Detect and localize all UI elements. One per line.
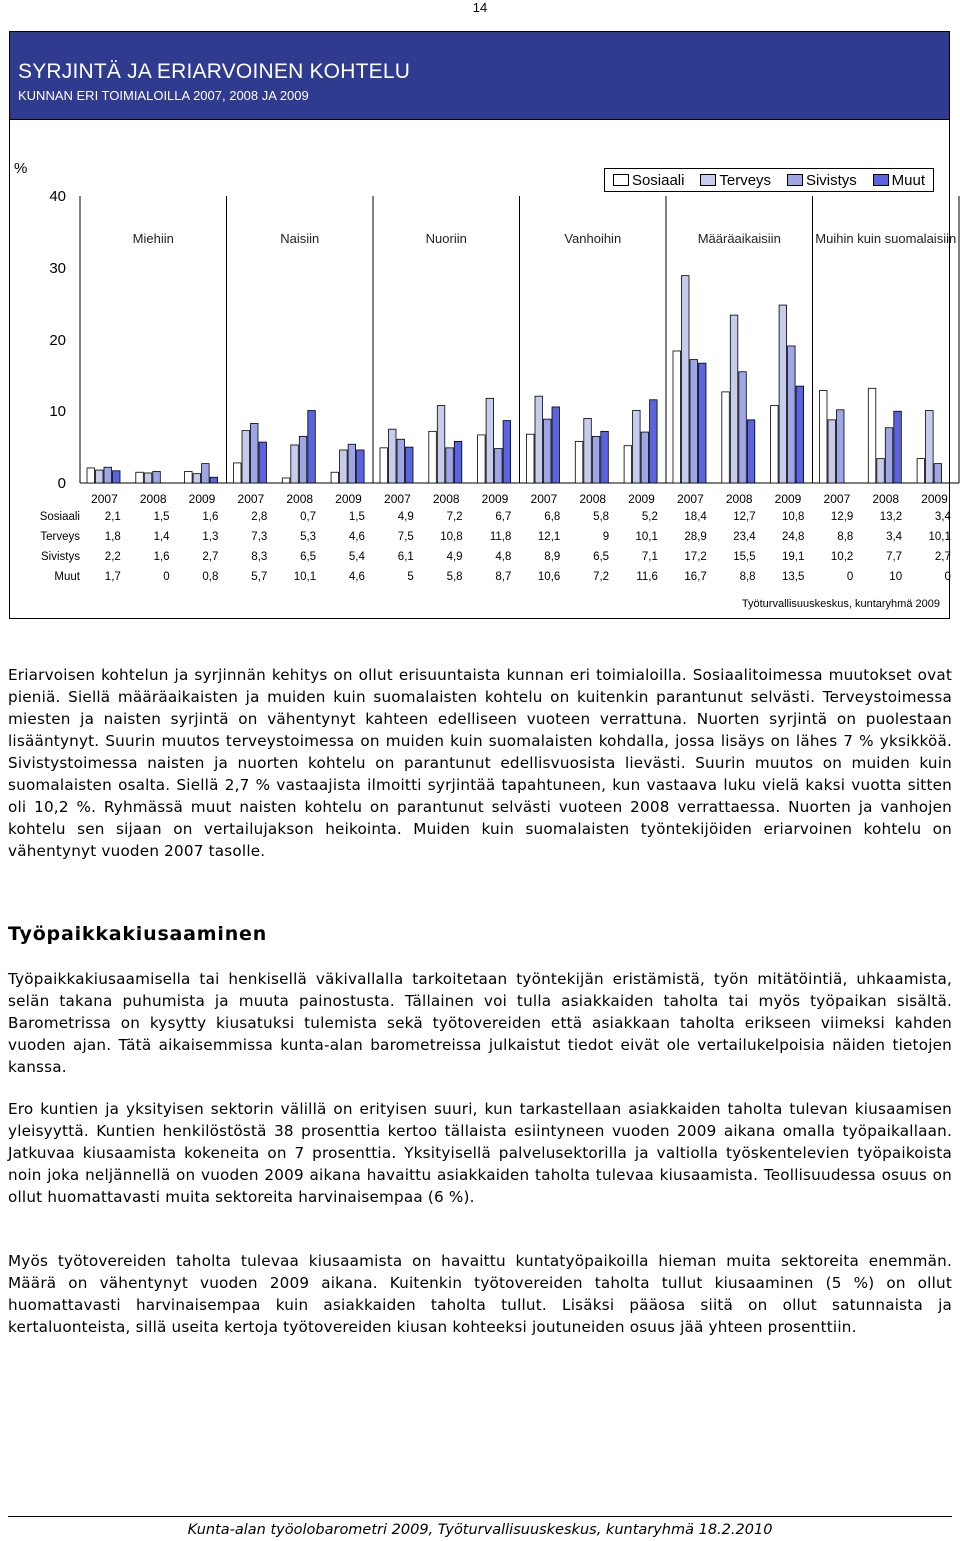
section-heading: Työpaikkakiusaaminen (8, 923, 268, 945)
bar-muut-2007 (259, 442, 267, 483)
table-cell: 6,1 (397, 551, 414, 563)
y-tick-30: 30 (49, 260, 66, 277)
table-cell: 4,8 (495, 551, 512, 563)
bar-terveys-2009 (193, 474, 201, 483)
table-year-header: 2008 (432, 492, 460, 506)
table-cell: 18,4 (684, 511, 707, 523)
table-cell: 28,9 (684, 531, 707, 543)
bar-muut-2008 (454, 441, 462, 483)
table-cell: 1,5 (153, 511, 170, 523)
group-label: Vanhoihin (564, 231, 622, 246)
y-tick-40: 40 (49, 188, 66, 205)
table-cell: 23,4 (733, 531, 756, 543)
bar-terveys-2007 (682, 276, 690, 483)
table-cell: 1,6 (153, 551, 170, 563)
bar-terveys-2008 (144, 473, 152, 483)
table-year-header: 2007 (237, 492, 265, 506)
table-cell: 3,4 (886, 531, 903, 543)
table-cell: 4,6 (348, 571, 365, 583)
table-year-header: 2009 (481, 492, 509, 506)
bar-terveys-2009 (926, 411, 934, 483)
table-cell: 2,8 (251, 511, 268, 523)
bar-sosiaali-2008 (868, 388, 876, 483)
bar-sivistys-2009 (934, 464, 942, 483)
bar-sivistys-2009 (641, 432, 649, 483)
group-label: Miehiin (132, 231, 174, 246)
table-row-label: Sosiaali (39, 511, 80, 523)
table-cell: 1,8 (104, 531, 121, 543)
table-cell: 6,5 (593, 551, 610, 563)
table-cell: 7,7 (886, 551, 903, 563)
y-tick-10: 10 (49, 403, 66, 420)
legend-label: Sivistys (805, 171, 857, 189)
bar-sivistys-2007 (397, 439, 405, 483)
paragraph-discrimination: Eriarvoisen kohtelun ja syrjinnän kehitys on ollut erisuuntaista kunnan eri toimialoilla. Sosiaalitoimessa muutokset ovat pieniä. Siellä määräaikaisten ja muiden kuin suomalaisten kohtelu on kuitenkin parantunut selvästi. Terveystoimessa miesten ja naisten syrjintä on vähentynyt kahteen edelliseen vuoteen verrattuna. Nuorten syrjintä on puolestaan lisääntynyt. Suurin muutos terveystoimessa on muiden kuin suomalaisten kohdalla, jossa lisäys on lähes 7 % yksikköä. Sivistystoimessa naisten ja nuorten kohtelu on parantunut edellisvuosista lievästi. Suurin muutos on muiden kuin suomalaisten osalta. Siellä 2,7 % vastaajista ilmoitti syrjintää tapahtuneen, kun vastaava luku vielä kaksi vuotta sitten oli 10,2 %. Ryhmässä muut naisten kohtelu on parantunut selvästi vuoteen 2008 verrattaessa. Nuorten ja vanhojen kohtelu sen sijaan on vertailujakson heikointa. Muiden kuin suomalaisten työntekijöiden eriarvoinen kohtelu on vähentynyt vuoden 2007 tasolle. (8, 666, 952, 860)
table-cell: 5 (407, 571, 414, 583)
bar-terveys-2008 (437, 406, 445, 483)
bar-sosiaali-2009 (478, 435, 486, 483)
bar-sosiaali-2008 (575, 441, 583, 483)
table-cell: 6,7 (495, 511, 512, 523)
group-label: Määräaikaisiin (697, 231, 781, 246)
bar-sivistys-2008 (299, 436, 307, 483)
bar-muut-2009 (796, 386, 804, 483)
table-year-header: 2008 (286, 492, 314, 506)
table-cell: 0 (846, 571, 854, 583)
table-year-header: 2008 (725, 492, 753, 506)
table-cell: 10,1 (928, 531, 951, 543)
bar-sivistys-2008 (446, 448, 454, 483)
legend-label: Terveys (719, 171, 772, 189)
bar-muut-2007 (552, 407, 560, 483)
bar-sosiaali-2007 (380, 448, 388, 483)
table-cell: 5,2 (641, 511, 658, 523)
table-cell: 1,4 (153, 531, 170, 543)
bar-terveys-2007 (535, 396, 543, 483)
table-row-label: Muut (54, 571, 80, 583)
table-cell: 1,3 (202, 531, 219, 543)
bar-muut-2008 (894, 411, 902, 483)
bar-muut-2008 (308, 411, 316, 483)
table-cell: 9 (602, 531, 610, 543)
table-cell: 10,1 (635, 531, 658, 543)
table-year-header: 2007 (91, 492, 118, 506)
bar-sivistys-2008 (153, 472, 161, 483)
table-cell: 0,8 (202, 571, 219, 583)
table-cell: 10,6 (537, 571, 561, 583)
bar-sosiaali-2008 (722, 392, 730, 483)
table-cell: 10 (889, 571, 903, 583)
table-year-header: 2008 (872, 492, 900, 506)
bar-sivistys-2007 (251, 423, 259, 483)
bar-sivistys-2007 (837, 410, 845, 483)
table-cell: 12,9 (830, 511, 854, 523)
table-cell: 8,8 (739, 571, 756, 583)
bar-sosiaali-2009 (917, 459, 925, 483)
bar-sosiaali-2009 (331, 472, 339, 483)
legend-label: Muut (891, 171, 926, 189)
table-cell: 2,2 (104, 551, 121, 563)
table-cell: 7,2 (593, 571, 610, 583)
table-cell: 1,5 (348, 511, 365, 523)
bar-sivistys-2007 (104, 467, 112, 483)
table-year-header: 2007 (677, 492, 704, 506)
table-cell: 2,1 (104, 511, 121, 523)
paragraph-coworker-bullying: Myös työtovereiden taholta tulevaa kiusaamista on havaittu kuntatyöpaikoilla hieman muita sektoreita enemmän. Määrä on vähentynyt vuoden 2009 aikana. Kuitenkin työtovereiden taholta tullut kiusaaminen (5 %) on ollut huomattavasti harvinaisempaa kuin asiakkaiden taholta tullut. Lisäksi pääosa siitä on ollut satunnaista ja kertaluonteista, sillä useita kertoja työtovereiden kiusan kohteeksi joutuneiden osuus jää yhteen prosenttiin. (8, 1252, 952, 1336)
bar-muut-2009 (357, 450, 365, 483)
bar-sosiaali-2008 (429, 431, 437, 483)
table-cell: 7,3 (251, 531, 268, 543)
table-cell: 13,5 (782, 571, 805, 583)
table-cell: 19,1 (782, 551, 805, 563)
bar-sosiaali-2007 (820, 390, 828, 483)
bar-muut-2008 (601, 431, 609, 483)
bar-muut-2009 (503, 421, 511, 483)
bar-sosiaali-2007 (87, 468, 95, 483)
y-tick-0: 0 (57, 475, 66, 492)
table-cell: 6,5 (300, 551, 317, 563)
bar-terveys-2008 (730, 315, 738, 483)
table-year-header: 2007 (823, 492, 851, 506)
bar-sosiaali-2007 (527, 434, 535, 483)
figure-title: SYRJINTÄ JA ERIARVOINEN KOHTELU (18, 60, 411, 83)
table-year-header: 2009 (921, 492, 948, 506)
table-cell: 6,8 (544, 511, 561, 523)
bar-terveys-2009 (486, 398, 494, 483)
table-cell: 7,2 (446, 511, 463, 523)
group-label: Naisiin (280, 231, 320, 246)
bar-sivistys-2007 (544, 419, 552, 483)
figure-subtitle: KUNNAN ERI TOIMIALOILLA 2007, 2008 JA 2009 (18, 88, 309, 103)
paragraph-bullying-definition: Työpaikkakiusaamisella tai henkisellä väkivallalla tarkoitetaan työntekijän eristämistä, työn mitätöintiä, uhkaamista, selän takana puhumista ja muuta painostusta. Tällainen voi tulla asiakkaiden taholta tai myös työpaikan sisältä. Barometrissa on kysytty kiusatuksi tulemista sekä työtovereiden että asiakkaan taholta erikseen viimeksi kahden vuoden ajan. Tätä aikaisemmissa kunta-alan barometreissa julkaistut tiedot eivät ole vertailukelpoisia näiden tietojen kanssa. (8, 970, 952, 1076)
table-cell: 15,5 (733, 551, 756, 563)
bar-muut-2008 (747, 420, 755, 483)
table-cell: 24,8 (782, 531, 805, 543)
table-cell: 4,9 (446, 551, 463, 563)
bar-sivistys-2008 (885, 428, 893, 483)
bar-muut-2009 (210, 477, 218, 483)
table-cell: 0 (944, 571, 951, 583)
table-cell: 0 (163, 571, 170, 583)
bar-sivistys-2007 (690, 360, 698, 483)
bar-sosiaali-2009 (771, 406, 779, 483)
table-year-header: 2009 (628, 492, 655, 506)
table-cell: 1,7 (104, 571, 121, 583)
y-tick-20: 20 (49, 332, 66, 349)
figure-source: Työturvallisuuskeskus, kuntaryhmä 2009 (741, 598, 940, 610)
table-cell: 5,8 (446, 571, 463, 583)
table-cell: 7,1 (641, 551, 658, 563)
table-cell: 1,6 (202, 511, 219, 523)
table-cell: 4,6 (348, 531, 365, 543)
table-year-header: 2008 (139, 492, 167, 506)
table-cell: 10,8 (782, 511, 805, 523)
bar-muut-2007 (699, 363, 707, 483)
table-row-label: Terveys (40, 531, 80, 543)
legend-label: Sosiaali (631, 171, 685, 189)
bar-terveys-2007 (242, 431, 250, 483)
bar-sivistys-2008 (739, 372, 747, 483)
bar-sosiaali-2008 (136, 472, 144, 483)
bar-sivistys-2009 (202, 464, 210, 483)
table-cell: 5,8 (593, 511, 610, 523)
table-row-label: Sivistys (41, 551, 80, 563)
table-cell: 8,9 (544, 551, 561, 563)
group-label: Muihin kuin suomalaisiin (815, 231, 957, 246)
table-year-header: 2009 (335, 492, 362, 506)
bar-sivistys-2009 (348, 444, 356, 483)
bar-terveys-2007 (96, 470, 104, 483)
bar-sosiaali-2007 (234, 463, 242, 483)
table-cell: 12,1 (537, 531, 561, 543)
table-cell: 2,7 (202, 551, 219, 563)
table-cell: 10,8 (440, 531, 463, 543)
table-cell: 5,7 (251, 571, 268, 583)
table-year-header: 2008 (579, 492, 607, 506)
page-number: 14 (472, 0, 488, 15)
table-cell: 8,3 (251, 551, 268, 563)
bar-terveys-2008 (291, 445, 299, 483)
table-cell: 17,2 (684, 551, 707, 563)
footer-divider (8, 1516, 952, 1517)
group-label: Nuoriin (425, 231, 467, 246)
bar-muut-2009 (650, 400, 658, 483)
table-cell: 8,8 (837, 531, 854, 543)
bar-terveys-2009 (779, 305, 787, 483)
bar-terveys-2008 (584, 418, 592, 483)
table-cell: 8,7 (495, 571, 512, 583)
bar-sosiaali-2007 (673, 351, 681, 483)
table-cell: 4,9 (397, 511, 414, 523)
y-axis-unit: % (14, 160, 28, 177)
bar-sosiaali-2009 (185, 472, 193, 483)
bar-terveys-2008 (877, 459, 885, 483)
table-cell: 10,2 (830, 551, 854, 563)
table-cell: 5,4 (348, 551, 365, 563)
bar-sosiaali-2008 (282, 478, 290, 483)
table-year-header: 2007 (384, 492, 411, 506)
page-footer: Kunta-alan työolobarometri 2009, Työturvallisuuskeskus, kuntaryhmä 18.2.2010 (187, 1522, 773, 1538)
bar-sosiaali-2009 (624, 446, 632, 483)
table-cell: 11,8 (489, 531, 512, 543)
paragraph-sector-comparison: Ero kuntien ja yksityisen sektorin välillä on erityisen suuri, kun tarkastellaan asiakkaiden taholta tulevan kiusaamisen yleisyyttä. Kuntien henkilöstöstä 38 prosenttia kertoo tällaista esiintyneen vuoden 2009 aikana omalla työpaikallaan. Jatkuvaa kiusaamista kokeneita on 7 prosenttia. Yksityisellä palvelusektorilla ja valtiolla työskentelevien työpaikoista noin joka neljännellä on vuoden 2009 aikana havaittu asiakkaiden taholta tulevaa kiusaamista. Teollisuudessa osuus on ollut huomattavasti muita sektoreita harvinaisempaa (6 %). (8, 1100, 952, 1206)
table-cell: 0,7 (300, 511, 317, 523)
bar-chart (0, 0, 960, 620)
bar-sivistys-2009 (788, 346, 796, 483)
table-cell: 2,7 (934, 551, 951, 563)
bar-terveys-2007 (389, 429, 397, 483)
bar-sivistys-2009 (495, 449, 503, 483)
table-cell: 7,5 (397, 531, 414, 543)
table-year-header: 2009 (188, 492, 216, 506)
bar-sivistys-2008 (592, 436, 600, 483)
table-cell: 3,4 (934, 511, 951, 523)
table-year-header: 2007 (530, 492, 558, 506)
table-cell: 16,7 (684, 571, 707, 583)
bar-muut-2007 (113, 471, 121, 483)
bar-muut-2007 (406, 447, 414, 483)
table-year-header: 2009 (774, 492, 802, 506)
table-cell: 11,6 (636, 571, 658, 583)
bar-terveys-2009 (633, 411, 641, 483)
table-cell: 10,1 (293, 571, 317, 583)
bar-terveys-2007 (828, 420, 836, 483)
bar-terveys-2009 (340, 450, 348, 483)
table-cell: 5,3 (300, 531, 317, 543)
table-cell: 12,7 (733, 511, 756, 523)
table-cell: 13,2 (879, 511, 903, 523)
